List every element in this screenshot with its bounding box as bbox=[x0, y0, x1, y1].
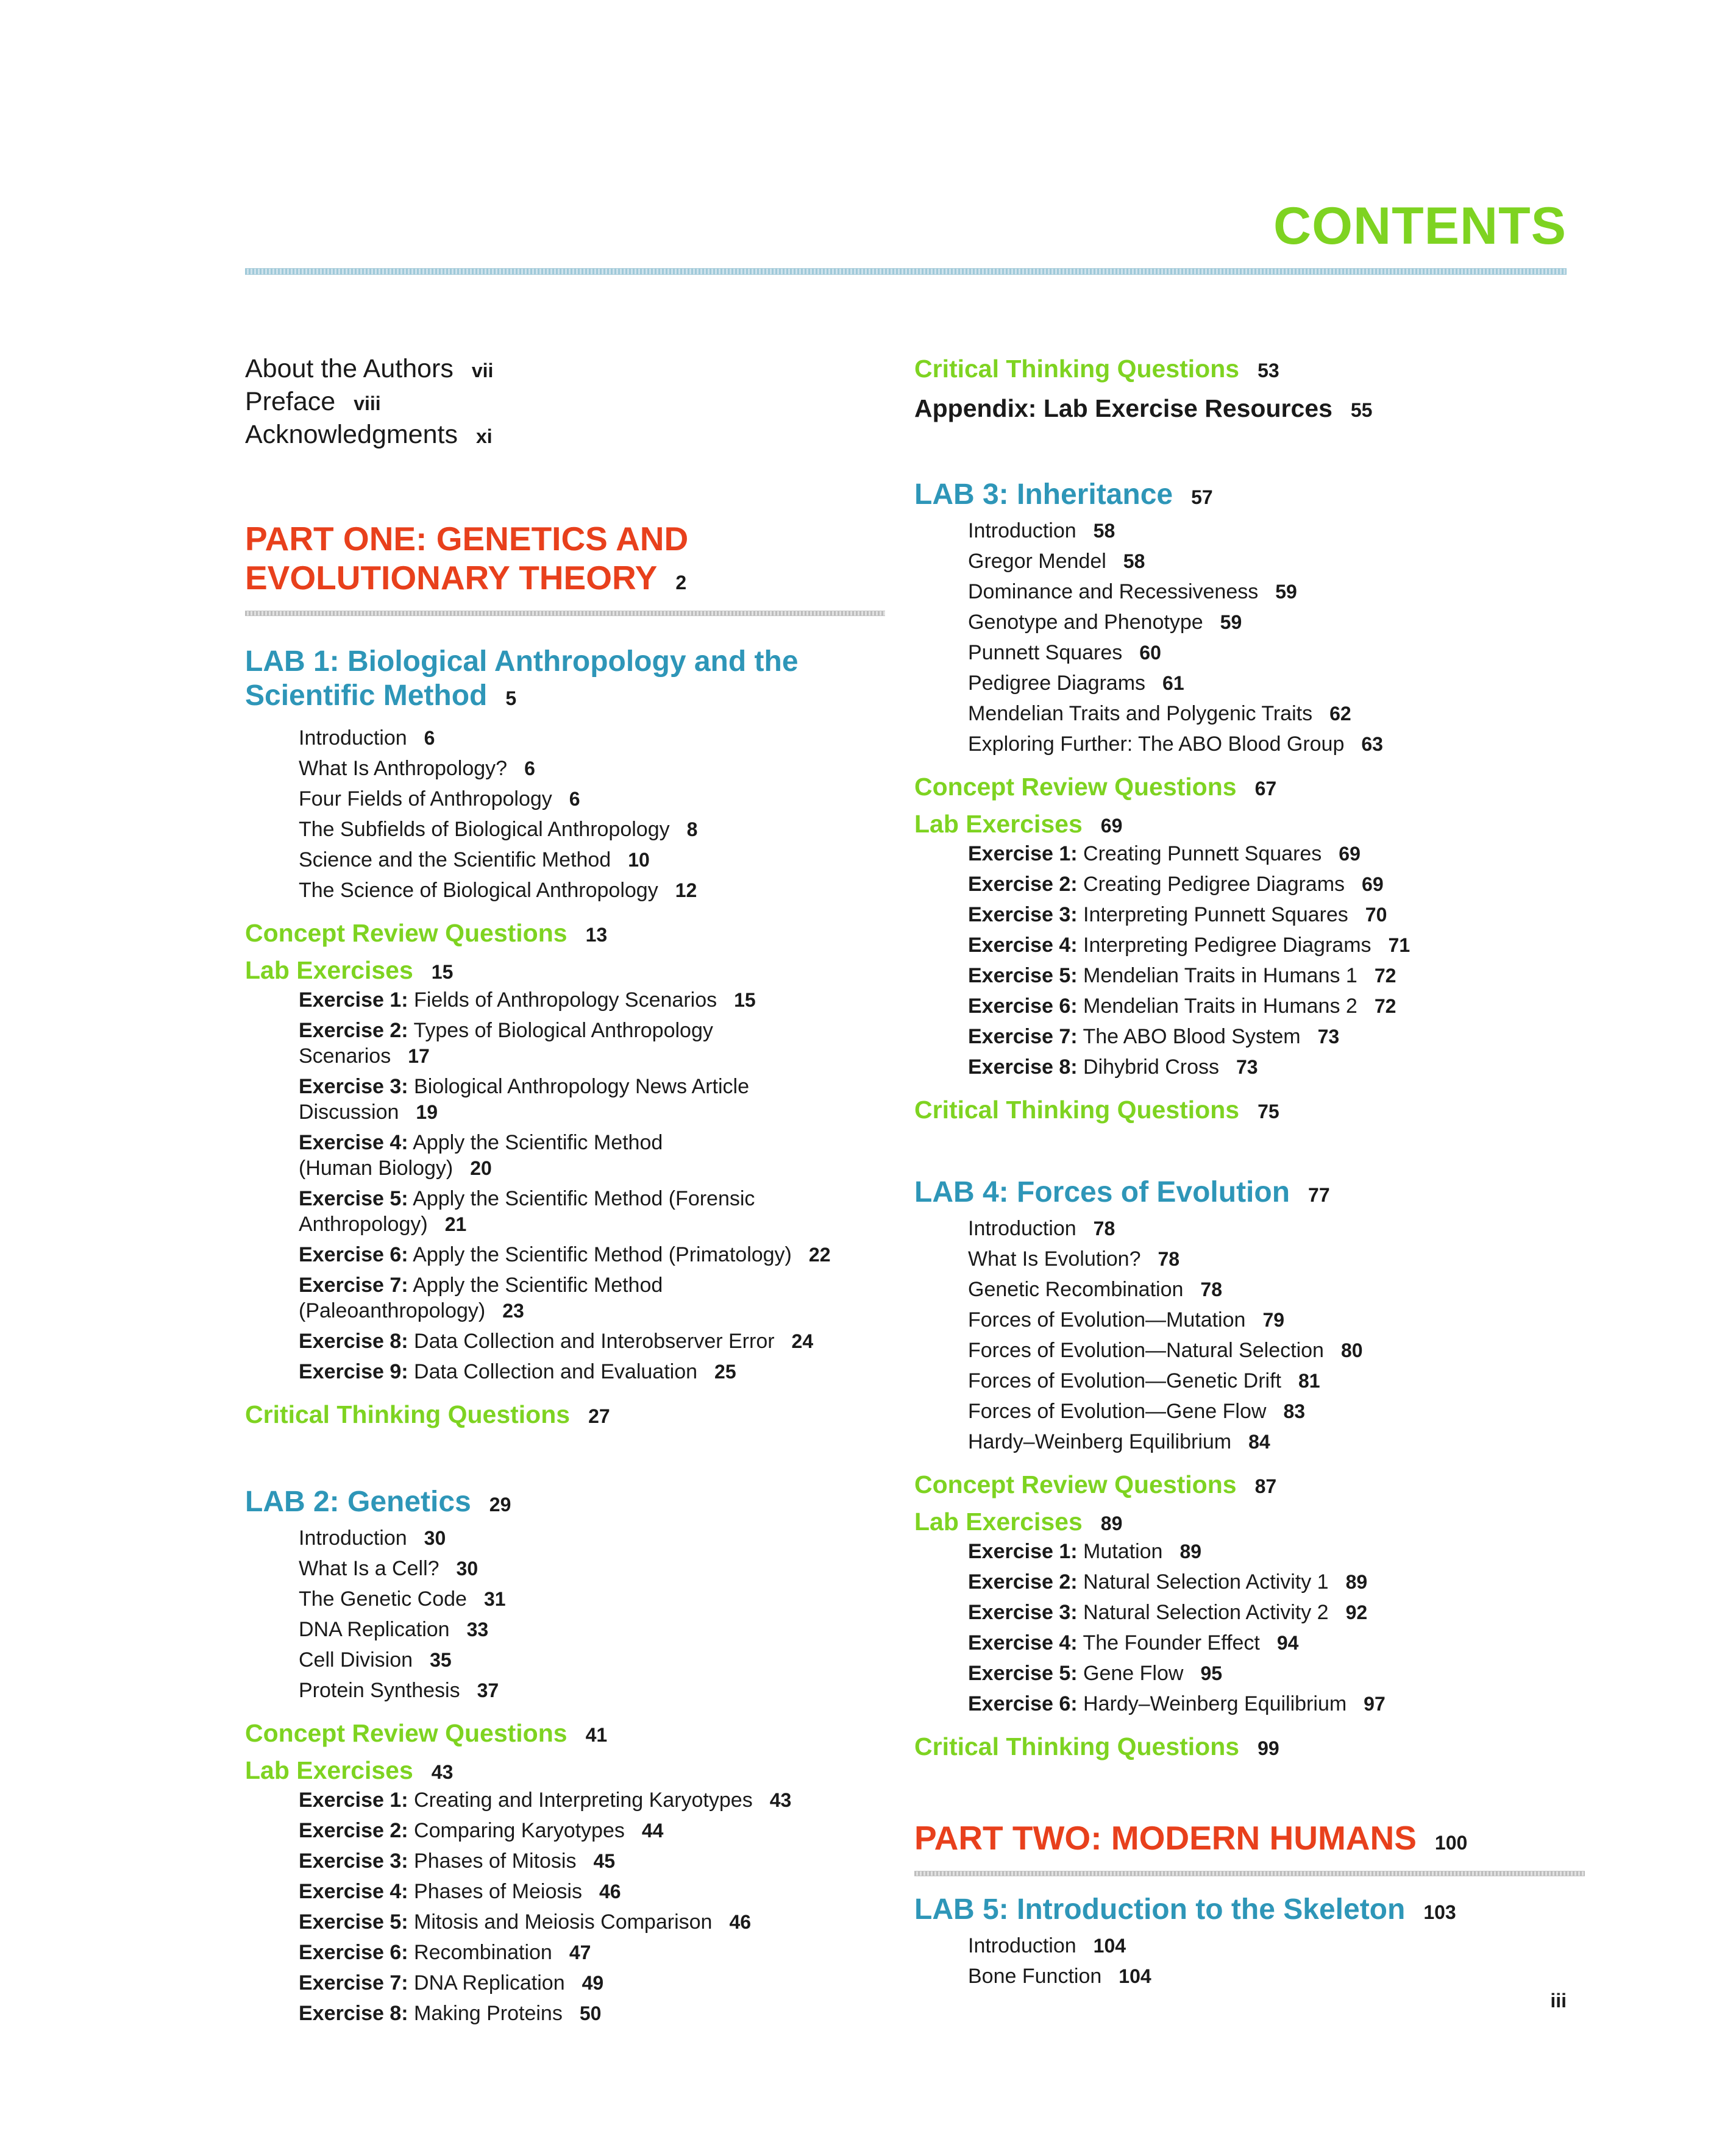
toc-text: 73 bbox=[1317, 1026, 1340, 1048]
toc-text: Exercise 4: bbox=[299, 1880, 408, 1903]
toc-text: Critical Thinking Questions bbox=[914, 1732, 1240, 1761]
page-title: CONTENTS bbox=[1273, 197, 1567, 255]
toc-text: Exercise 7: bbox=[968, 1025, 1078, 1048]
toc-text: 58 bbox=[1123, 550, 1145, 572]
toc-text: Phases of Mitosis bbox=[414, 1849, 577, 1873]
toc-text: Preface bbox=[245, 387, 336, 416]
toc-text: Exercise 7: bbox=[299, 1971, 408, 1995]
toc-text: Hardy–Weinberg Equilibrium bbox=[968, 1430, 1232, 1453]
toc-text: 15 bbox=[431, 961, 454, 983]
part-one-heading[interactable] bbox=[245, 519, 885, 602]
toc-text: Forces of Evolution—Gene Flow bbox=[968, 1400, 1267, 1423]
toc-text: Interpreting Pedigree Diagrams bbox=[1083, 934, 1372, 957]
toc-entry[interactable] bbox=[914, 579, 1585, 605]
toc-text: 37 bbox=[477, 1679, 499, 1701]
toc-text: Concept Review Questions bbox=[914, 773, 1237, 801]
toc-text: 72 bbox=[1374, 995, 1396, 1017]
toc-text: Apply the Scientific Method bbox=[413, 1274, 663, 1297]
toc-text: 24 bbox=[791, 1330, 814, 1352]
toc-text: Exploring Further: The ABO Blood Group bbox=[968, 732, 1345, 756]
toc-text: Exercise 5: bbox=[968, 964, 1078, 987]
toc-text: 87 bbox=[1254, 1475, 1277, 1497]
toc-text: 70 bbox=[1365, 904, 1387, 926]
toc-text: Appendix: Lab Exercise Resources bbox=[914, 394, 1332, 422]
concept-review-link[interactable] bbox=[914, 1469, 1585, 1502]
toc-text: 47 bbox=[569, 1941, 591, 1963]
toc-text: Hardy–Weinberg Equilibrium bbox=[1083, 1692, 1347, 1715]
toc-text: 77 bbox=[1308, 1184, 1330, 1206]
toc-text: 8 bbox=[686, 818, 698, 840]
toc-text: 58 bbox=[1093, 520, 1115, 542]
exercise-entry[interactable] bbox=[914, 1630, 1585, 1656]
toc-text: 25 bbox=[714, 1361, 736, 1383]
toc-text: About the Authors bbox=[245, 354, 454, 383]
toc-entry[interactable] bbox=[914, 1429, 1585, 1455]
toc-text: PART TWO: MODERN HUMANS bbox=[914, 1819, 1417, 1857]
toc-text: 78 bbox=[1200, 1278, 1223, 1300]
toc-entry[interactable] bbox=[914, 609, 1585, 635]
toc-text: Exercise 3: bbox=[299, 1849, 408, 1873]
toc-text: 6 bbox=[524, 757, 535, 779]
exercise-entry[interactable] bbox=[245, 1130, 885, 1181]
toc-text: EVOLUTIONARY THEORY bbox=[245, 559, 658, 597]
toc-text: Exercise 3: bbox=[968, 903, 1078, 926]
toc-entry[interactable] bbox=[245, 847, 885, 873]
toc-text: 94 bbox=[1276, 1632, 1299, 1654]
toc-text: Natural Selection Activity 1 bbox=[1083, 1570, 1329, 1594]
toc-text: Critical Thinking Questions bbox=[914, 355, 1240, 383]
toc-text: Introduction bbox=[968, 1934, 1076, 1957]
exercise-entry[interactable] bbox=[245, 1848, 885, 1874]
exercise-entry[interactable] bbox=[914, 963, 1585, 988]
toc-entry[interactable] bbox=[245, 1647, 885, 1673]
toc-text: Data Collection and Evaluation bbox=[414, 1360, 698, 1383]
toc-text: vii bbox=[471, 360, 494, 381]
exercise-entry[interactable] bbox=[245, 1018, 885, 1069]
lab-2-heading[interactable] bbox=[245, 1485, 885, 1522]
exercise-entry[interactable] bbox=[914, 871, 1585, 897]
part-rule bbox=[914, 1871, 1585, 1876]
exercise-entry[interactable] bbox=[245, 2001, 885, 2026]
exercise-entry[interactable] bbox=[245, 1909, 885, 1935]
toc-text: 81 bbox=[1298, 1370, 1320, 1392]
toc-text: LAB 4: Forces of Evolution bbox=[914, 1176, 1290, 1208]
toc-text: 23 bbox=[502, 1300, 524, 1322]
toc-text: Exercise 6: bbox=[299, 1941, 408, 1964]
toc-text: 60 bbox=[1139, 642, 1161, 664]
toc-text: 92 bbox=[1345, 1601, 1368, 1623]
toc-text: Mendelian Traits in Humans 2 bbox=[1083, 995, 1357, 1018]
concept-review-link[interactable] bbox=[914, 771, 1585, 804]
toc-text: The Subfields of Biological Anthropology bbox=[299, 818, 670, 841]
toc-text: 29 bbox=[489, 1494, 511, 1516]
toc-text: xi bbox=[475, 425, 493, 447]
toc-entry[interactable] bbox=[914, 670, 1585, 696]
toc-text: Concept Review Questions bbox=[914, 1470, 1237, 1498]
exercise-entry[interactable] bbox=[914, 1024, 1585, 1049]
toc-text: 89 bbox=[1345, 1571, 1368, 1593]
toc-text: 15 bbox=[734, 989, 756, 1011]
toc-text: The ABO Blood System bbox=[1083, 1025, 1301, 1048]
toc-text: Natural Selection Activity 2 bbox=[1083, 1601, 1329, 1624]
toc-text: Introduction bbox=[299, 726, 407, 750]
toc-text: Phases of Meiosis bbox=[414, 1880, 582, 1903]
toc-text: The Science of Biological Anthropology bbox=[299, 879, 658, 902]
exercise-entry[interactable] bbox=[245, 1940, 885, 1965]
toc-text: Apply the Scientific Method (Forensic bbox=[413, 1187, 755, 1210]
toc-text: Exercise 1: bbox=[299, 988, 408, 1012]
toc-text: 80 bbox=[1340, 1339, 1363, 1361]
toc-entry[interactable] bbox=[245, 756, 885, 781]
toc-text: 59 bbox=[1220, 611, 1242, 633]
toc-text: Science and the Scientific Method bbox=[299, 848, 611, 871]
toc-text: Exercise 8: bbox=[299, 2002, 408, 2025]
toc-entry[interactable] bbox=[914, 1216, 1585, 1241]
toc-text: Exercise 3: bbox=[299, 1075, 408, 1098]
toc-entry[interactable] bbox=[914, 1399, 1585, 1424]
toc-text: 35 bbox=[430, 1649, 452, 1671]
toc-entry[interactable] bbox=[245, 725, 885, 751]
toc-text: Comparing Karyotypes bbox=[414, 1819, 625, 1842]
exercise-entry[interactable] bbox=[245, 1970, 885, 1996]
toc-text: 95 bbox=[1200, 1662, 1223, 1684]
toc-text: Concept Review Questions bbox=[245, 919, 567, 947]
toc-text: LAB 1: Biological Anthropology and the bbox=[245, 645, 799, 678]
toc-text: Punnett Squares bbox=[968, 641, 1123, 664]
toc-text: Apply the Scientific Method bbox=[413, 1131, 663, 1154]
toc-text: Four Fields of Anthropology bbox=[299, 787, 552, 810]
toc-text: Dominance and Recessiveness bbox=[968, 580, 1259, 603]
toc-entry[interactable] bbox=[914, 1933, 1585, 1959]
toc-text: 71 bbox=[1388, 934, 1411, 956]
lab-3-heading[interactable] bbox=[914, 478, 1585, 514]
toc-text: 46 bbox=[729, 1911, 752, 1933]
toc-entry[interactable] bbox=[245, 386, 885, 419]
toc-text: LAB 2: Genetics bbox=[245, 1486, 471, 1518]
toc-text: Introduction bbox=[299, 1527, 407, 1550]
toc-text: PART ONE: GENETICS AND bbox=[245, 520, 689, 558]
toc-entry[interactable] bbox=[245, 1556, 885, 1581]
toc-text: Fields of Anthropology Scenarios bbox=[414, 988, 717, 1012]
toc-text: 61 bbox=[1162, 672, 1184, 694]
toc-text: 33 bbox=[466, 1619, 489, 1640]
part-two-heading[interactable] bbox=[914, 1818, 1585, 1862]
toc-text: 67 bbox=[1254, 778, 1277, 800]
exercise-entry[interactable] bbox=[245, 1879, 885, 1904]
toc-text: Introduction bbox=[968, 519, 1076, 542]
toc-text: Dihybrid Cross bbox=[1083, 1055, 1219, 1079]
toc-text: 30 bbox=[424, 1527, 446, 1549]
toc-entry[interactable] bbox=[245, 1678, 885, 1703]
appendix-link[interactable] bbox=[914, 393, 1585, 425]
toc-text: 103 bbox=[1423, 1901, 1456, 1923]
toc-entry[interactable] bbox=[914, 1338, 1585, 1363]
toc-entry[interactable] bbox=[245, 1586, 885, 1612]
toc-text: DNA Replication bbox=[299, 1618, 450, 1641]
toc-text: Creating Pedigree Diagrams bbox=[1083, 873, 1345, 896]
toc-text: 6 bbox=[569, 788, 580, 810]
toc-text: Exercise 4: bbox=[299, 1131, 408, 1154]
exercise-entry[interactable] bbox=[914, 841, 1585, 867]
toc-text: LAB 5: Introduction to the Skeleton bbox=[914, 1893, 1406, 1926]
toc-text: Exercise 3: bbox=[968, 1601, 1078, 1624]
toc-text: 99 bbox=[1258, 1737, 1279, 1759]
toc-text: 46 bbox=[599, 1881, 621, 1902]
toc-text: Cell Division bbox=[299, 1648, 413, 1672]
toc-text: Exercise 6: bbox=[968, 1692, 1078, 1715]
toc-text: 20 bbox=[470, 1157, 492, 1179]
toc-text: 13 bbox=[585, 924, 608, 946]
toc-text: 41 bbox=[585, 1724, 608, 1746]
toc-entry[interactable] bbox=[245, 353, 885, 386]
toc-entry[interactable] bbox=[914, 518, 1585, 544]
toc-text: Biological Anthropology News Article bbox=[414, 1075, 750, 1098]
toc-text: Mitosis and Meiosis Comparison bbox=[414, 1910, 713, 1934]
toc-text: The Founder Effect bbox=[1083, 1631, 1260, 1654]
toc-entry[interactable] bbox=[914, 640, 1585, 665]
exercise-entry[interactable] bbox=[914, 1539, 1585, 1564]
toc-entry[interactable] bbox=[914, 1963, 1585, 1989]
toc-text: Mendelian Traits and Polygenic Traits bbox=[968, 702, 1313, 725]
toc-text: Scientific Method bbox=[245, 679, 488, 712]
lab-5-heading[interactable] bbox=[914, 1893, 1585, 1929]
toc-text: 104 bbox=[1119, 1965, 1151, 1987]
toc-text: 69 bbox=[1100, 815, 1123, 837]
toc-text: Lab Exercises bbox=[914, 1508, 1083, 1536]
critical-thinking-link[interactable] bbox=[245, 1399, 885, 1431]
critical-thinking-link[interactable] bbox=[914, 1094, 1585, 1127]
toc-text: Making Proteins bbox=[414, 2002, 563, 2025]
front-matter bbox=[245, 353, 885, 452]
toc-text: 72 bbox=[1374, 965, 1396, 987]
toc-text: Exercise 6: bbox=[968, 995, 1078, 1018]
toc-text: Forces of Evolution—Natural Selection bbox=[968, 1339, 1324, 1362]
toc-entry[interactable] bbox=[245, 1617, 885, 1642]
toc-text: Exercise 4: bbox=[968, 1631, 1078, 1654]
toc-text: Forces of Evolution—Genetic Drift bbox=[968, 1369, 1281, 1392]
toc-text: 73 bbox=[1236, 1056, 1258, 1078]
toc-entry[interactable] bbox=[245, 878, 885, 903]
toc-entry[interactable] bbox=[914, 1368, 1585, 1394]
toc-text: Gregor Mendel bbox=[968, 550, 1106, 573]
toc-text: Gene Flow bbox=[1083, 1662, 1184, 1685]
toc-text: Genotype and Phenotype bbox=[968, 611, 1203, 634]
exercise-entry[interactable] bbox=[914, 902, 1585, 927]
toc-text: Exercise 6: bbox=[299, 1243, 408, 1266]
exercise-entry[interactable] bbox=[914, 1600, 1585, 1625]
toc-text: 21 bbox=[444, 1213, 467, 1235]
exercise-entry[interactable] bbox=[914, 993, 1585, 1019]
exercise-entry[interactable] bbox=[245, 1242, 885, 1268]
toc-text: 104 bbox=[1093, 1935, 1126, 1957]
toc-text: 89 bbox=[1179, 1541, 1202, 1562]
toc-text: The Genetic Code bbox=[299, 1587, 467, 1611]
toc-text: 84 bbox=[1248, 1431, 1270, 1453]
toc-text: Forces of Evolution—Mutation bbox=[968, 1308, 1246, 1332]
exercise-entry[interactable] bbox=[914, 1691, 1585, 1717]
toc-entry[interactable] bbox=[245, 817, 885, 842]
toc-text: 6 bbox=[424, 727, 435, 749]
toc-text: 49 bbox=[582, 1972, 604, 1994]
lab-exercises-link[interactable] bbox=[245, 1755, 885, 1787]
title-rule bbox=[245, 268, 1567, 275]
lab-exercises-link[interactable] bbox=[914, 809, 1585, 841]
toc-text: Exercise 8: bbox=[968, 1055, 1078, 1079]
exercise-entry[interactable] bbox=[245, 1818, 885, 1843]
toc-text: 75 bbox=[1258, 1101, 1279, 1122]
toc-text: Creating Punnett Squares bbox=[1083, 842, 1322, 865]
concept-review-link[interactable] bbox=[245, 1718, 885, 1750]
toc-entry[interactable] bbox=[914, 548, 1585, 574]
toc-text: 22 bbox=[808, 1244, 831, 1266]
toc-text: 78 bbox=[1158, 1248, 1180, 1270]
exercise-entry[interactable] bbox=[245, 1359, 885, 1385]
toc-text: 57 bbox=[1191, 486, 1213, 508]
concept-review-link[interactable] bbox=[245, 918, 885, 950]
toc-text: 44 bbox=[641, 1820, 664, 1842]
toc-text: Exercise 8: bbox=[299, 1330, 408, 1353]
toc-text: Exercise 1: bbox=[968, 1540, 1078, 1563]
toc-text: 17 bbox=[408, 1045, 430, 1067]
toc-text: Bone Function bbox=[968, 1965, 1102, 1988]
toc-text: 89 bbox=[1100, 1512, 1123, 1534]
toc-text: Mendelian Traits in Humans 1 bbox=[1083, 964, 1357, 987]
toc-text: Mutation bbox=[1083, 1540, 1163, 1563]
toc-text: 43 bbox=[769, 1789, 792, 1811]
lab-exercises-link[interactable] bbox=[914, 1506, 1585, 1539]
toc-entry[interactable] bbox=[914, 1307, 1585, 1333]
toc-text: What Is a Cell? bbox=[299, 1557, 439, 1580]
toc-text: What Is Anthropology? bbox=[299, 757, 508, 780]
toc-text: Protein Synthesis bbox=[299, 1679, 460, 1702]
toc-text: 63 bbox=[1361, 733, 1383, 755]
toc-text: Discussion bbox=[299, 1101, 399, 1124]
toc-entry[interactable] bbox=[245, 1525, 885, 1551]
toc-text: Exercise 2: bbox=[299, 1019, 408, 1042]
toc-entry[interactable] bbox=[245, 786, 885, 812]
toc-text: Exercise 7: bbox=[299, 1274, 408, 1297]
toc-text: 55 bbox=[1350, 399, 1373, 421]
exercise-entry[interactable] bbox=[245, 1328, 885, 1354]
exercise-entry[interactable] bbox=[245, 1186, 885, 1237]
toc-text: Anthropology) bbox=[299, 1213, 428, 1236]
critical-thinking-link[interactable] bbox=[914, 1731, 1585, 1764]
toc-right-column bbox=[914, 353, 1585, 1994]
exercise-entry[interactable] bbox=[914, 1569, 1585, 1595]
exercise-entry[interactable] bbox=[245, 1074, 885, 1125]
exercise-entry[interactable] bbox=[245, 987, 885, 1013]
toc-text: 79 bbox=[1262, 1309, 1285, 1331]
toc-text: 50 bbox=[579, 2002, 602, 2024]
toc-entry[interactable] bbox=[914, 1277, 1585, 1302]
toc-text: Exercise 1: bbox=[299, 1789, 408, 1812]
toc-text: Interpreting Punnett Squares bbox=[1083, 903, 1348, 926]
toc-text: 30 bbox=[456, 1558, 479, 1580]
toc-text: Scenarios bbox=[299, 1044, 391, 1068]
toc-left-column bbox=[245, 353, 885, 2031]
toc-text: Exercise 9: bbox=[299, 1360, 408, 1383]
toc-text: 78 bbox=[1093, 1218, 1115, 1239]
toc-text: Exercise 5: bbox=[299, 1910, 408, 1934]
lab-4-heading[interactable] bbox=[914, 1176, 1585, 1212]
lab-exercises-link[interactable] bbox=[245, 955, 885, 987]
toc-text: 10 bbox=[628, 849, 650, 871]
toc-text: Critical Thinking Questions bbox=[245, 1400, 571, 1428]
exercise-entry[interactable] bbox=[914, 1661, 1585, 1686]
exercise-entry[interactable] bbox=[245, 1787, 885, 1813]
toc-text: 59 bbox=[1275, 581, 1297, 603]
page-number: iii bbox=[1550, 1990, 1567, 2012]
lab-1-heading[interactable] bbox=[245, 645, 885, 715]
exercise-entry[interactable] bbox=[245, 1272, 885, 1324]
toc-text: 100 bbox=[1434, 1832, 1468, 1854]
toc-text: 2 bbox=[675, 572, 687, 594]
toc-text: Exercise 2: bbox=[968, 873, 1078, 896]
toc-text: (Paleoanthropology) bbox=[299, 1299, 486, 1322]
toc-text: Types of Biological Anthropology bbox=[413, 1019, 713, 1042]
critical-thinking-link[interactable] bbox=[914, 353, 1585, 386]
toc-text: Exercise 4: bbox=[968, 934, 1078, 957]
toc-text: Lab Exercises bbox=[914, 810, 1083, 838]
exercise-entry[interactable] bbox=[914, 932, 1585, 958]
toc-entry[interactable] bbox=[914, 1246, 1585, 1272]
toc-text: Recombination bbox=[414, 1941, 552, 1964]
toc-text: Data Collection and Interobserver Error bbox=[414, 1330, 775, 1353]
toc-entry[interactable] bbox=[914, 701, 1585, 726]
toc-text: 31 bbox=[483, 1588, 506, 1610]
toc-text: 5 bbox=[505, 687, 517, 709]
part-rule bbox=[245, 611, 885, 616]
toc-text: 83 bbox=[1283, 1400, 1306, 1422]
toc-text: Apply the Scientific Method (Primatology) bbox=[413, 1243, 792, 1266]
toc-text: DNA Replication bbox=[414, 1971, 565, 1995]
toc-text: What Is Evolution? bbox=[968, 1247, 1141, 1271]
toc-text: 53 bbox=[1258, 360, 1279, 381]
toc-entry[interactable] bbox=[245, 419, 885, 452]
toc-text: 97 bbox=[1364, 1693, 1386, 1715]
toc-text: 69 bbox=[1362, 873, 1384, 895]
toc-text: 12 bbox=[675, 879, 697, 901]
toc-text: 62 bbox=[1329, 703, 1351, 725]
toc-text: Pedigree Diagrams bbox=[968, 672, 1146, 695]
toc-text: Concept Review Questions bbox=[245, 1719, 567, 1747]
toc-text: 19 bbox=[416, 1101, 438, 1123]
exercise-entry[interactable] bbox=[914, 1054, 1585, 1080]
toc-text: 45 bbox=[593, 1850, 616, 1872]
toc-text: Lab Exercises bbox=[245, 1756, 413, 1784]
toc-text: viii bbox=[354, 392, 381, 414]
toc-text: Creating and Interpreting Karyotypes bbox=[414, 1789, 753, 1812]
toc-text: Exercise 2: bbox=[299, 1819, 408, 1842]
toc-text: Exercise 5: bbox=[968, 1662, 1078, 1685]
toc-text: 69 bbox=[1339, 843, 1361, 865]
toc-entry[interactable] bbox=[914, 731, 1585, 757]
toc-text: 43 bbox=[431, 1761, 454, 1783]
toc-text: (Human Biology) bbox=[299, 1157, 454, 1180]
toc-text: Lab Exercises bbox=[245, 956, 413, 984]
toc-text: Genetic Recombination bbox=[968, 1278, 1184, 1301]
toc-text: Exercise 1: bbox=[968, 842, 1078, 865]
toc-text: 27 bbox=[588, 1405, 610, 1427]
toc-text: LAB 3: Inheritance bbox=[914, 478, 1173, 511]
toc-text: Exercise 2: bbox=[968, 1570, 1078, 1594]
toc-text: Introduction bbox=[968, 1217, 1076, 1240]
toc-text: Acknowledgments bbox=[245, 420, 458, 449]
toc-text: Critical Thinking Questions bbox=[914, 1096, 1240, 1124]
toc-text: Exercise 5: bbox=[299, 1187, 408, 1210]
